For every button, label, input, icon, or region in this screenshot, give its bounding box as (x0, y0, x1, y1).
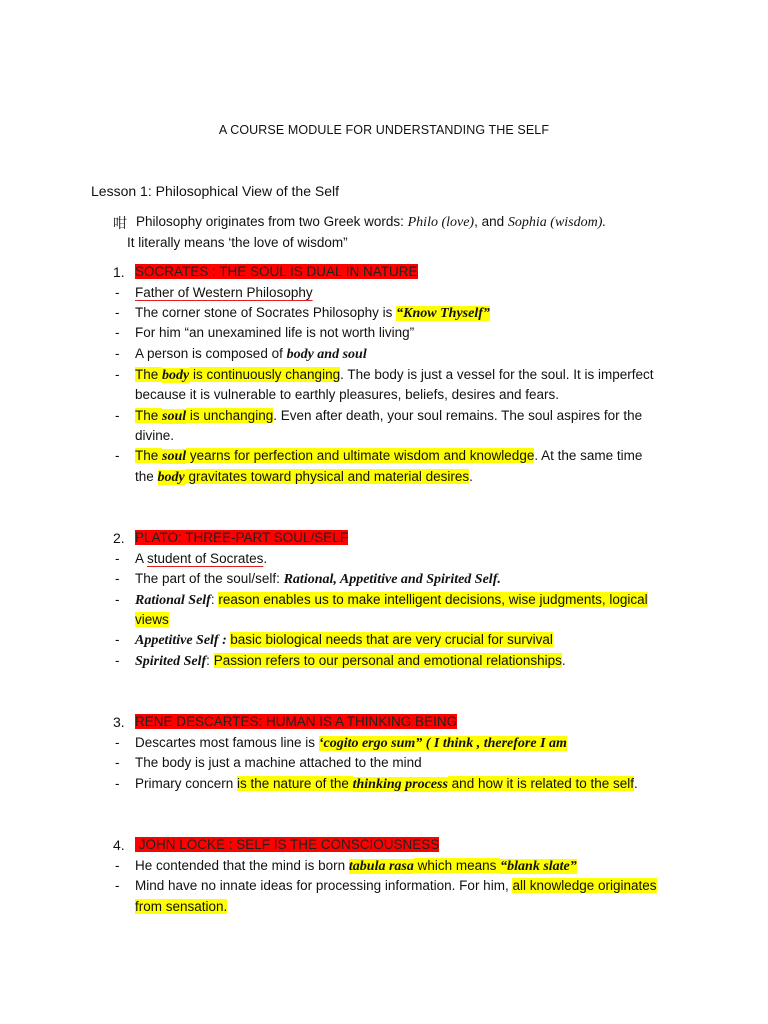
dash: - (115, 776, 120, 791)
dash: - (115, 305, 120, 320)
list-item-continued: views (135, 612, 169, 627)
list-item-continued: the body gravitates toward physical and material desires. (135, 469, 473, 485)
section-2-heading: PLATO: THREE-PART SOUL/SELF (135, 530, 349, 545)
list-item: Descartes most famous line is ‘cogito ergo sum” ( I think , therefore I am (135, 735, 567, 751)
list-item: He contended that the mind is born tabula rasa which means “blank slate” (135, 858, 577, 874)
list-item-continued: because it is vulnerable to earthly pleasures, beliefs, desires and fears. (135, 387, 559, 402)
list-item: Mind have no innate ideas for processing information. For him, all knowledge originates (135, 878, 657, 893)
dash: - (115, 858, 120, 873)
list-item: Primary concern is the nature of the thinking process and how it is related to the self. (135, 776, 638, 792)
dash: - (115, 367, 120, 382)
list-item: Spirited Self: Passion refers to our personal and emotional relationships. (135, 653, 566, 669)
dash: - (115, 408, 120, 423)
list-item: The soul yearns for perfection and ultimate wisdom and knowledge. At the same time (135, 448, 643, 464)
section-4-heading: JOHN LOCKE : SELF IS THE CONSCIOUSNESS (135, 837, 440, 852)
list-item: A student of Socrates. (135, 551, 268, 566)
list-item: Appetitive Self : basic biological needs that are very crucial for survival (135, 632, 553, 648)
dash: - (115, 551, 120, 566)
list-item: The soul is unchanging. Even after death, your soul remains. The soul aspires for the (135, 408, 643, 424)
dash: - (115, 325, 120, 340)
list-item: The body is just a machine attached to the mind (135, 755, 422, 770)
dash: - (115, 448, 120, 463)
document-title: A COURSE MODULE FOR UNDERSTANDING THE SELF (218, 123, 550, 137)
dash: - (115, 285, 120, 300)
dash: - (115, 755, 120, 770)
intro-line-1: Philosophy originates from two Greek words: Philo (love), and Sophia (wisdom). (136, 214, 606, 230)
list-item-continued: from sensation. (135, 899, 228, 914)
dash: - (115, 592, 120, 607)
list-item: The part of the soul/self: Rational, Appetitive and Spirited Self. (135, 571, 501, 587)
list-item: The body is continuously changing. The body is just a vessel for the soul. It is imperfect (135, 367, 654, 383)
list-item: The corner stone of Socrates Philosophy is “Know Thyself” (135, 305, 490, 321)
dash: - (115, 878, 120, 893)
section-1-number: 1. (113, 264, 125, 280)
dash: - (115, 571, 120, 586)
list-item: Rational Self: reason enables us to make intelligent decisions, wise judgments, logical (135, 592, 648, 608)
dash: - (115, 735, 120, 750)
section-2-number: 2. (113, 530, 125, 546)
list-item: For him “an unexamined life is not worth living” (135, 325, 415, 340)
dash: - (115, 632, 120, 647)
section-1-heading: SOCRATES : THE SOUL IS DUAL IN NATURE (135, 264, 418, 279)
list-item-continued: divine. (135, 428, 175, 443)
list-item: Father of Western Philosophy (135, 285, 313, 300)
dash: - (115, 653, 120, 668)
bullet-glyph: 咁 (113, 215, 127, 231)
intro-line-2: It literally means ‘the love of wisdom” (127, 235, 348, 250)
dash: - (115, 346, 120, 361)
list-item: A person is composed of body and soul (135, 346, 367, 362)
lesson-heading: Lesson 1: Philosophical View of the Self (91, 183, 340, 199)
section-4-number: 4. (113, 837, 125, 853)
section-3-heading: RENE DESCARTES: HUMAN IS A THINKING BEING (135, 714, 458, 729)
section-3-number: 3. (113, 714, 125, 730)
